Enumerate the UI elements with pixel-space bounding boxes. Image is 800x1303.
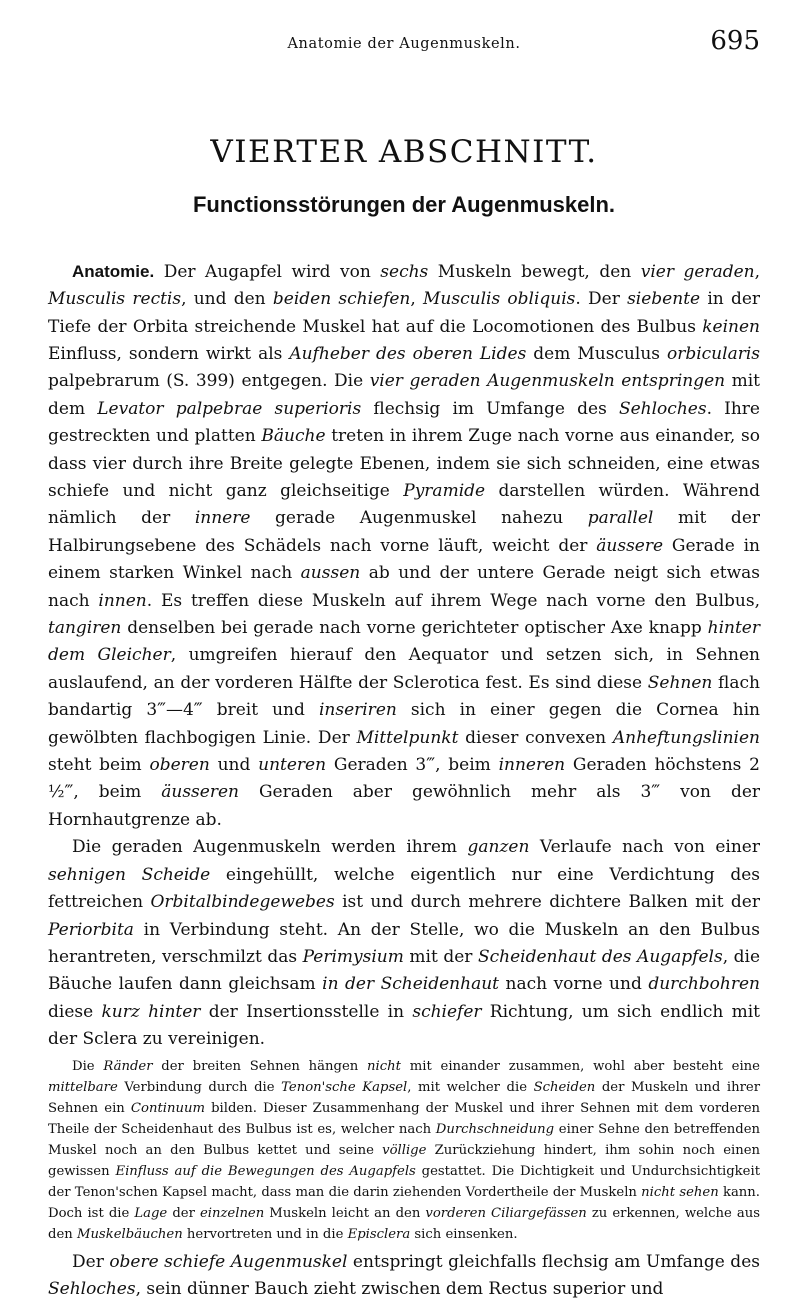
- book-page: [48, 24, 760, 1303]
- chapter-title: Functionsstörungen der Augenmuskeln.: [192, 191, 616, 217]
- paragraph-sheaths: Die geraden Augenmuskeln werden ihrem ganzen Verlaufe nach von einer sehnigen Scheide eingehüllt, welche eigentlich nur eine Verdichtung des fettreichen Orbitalbindegewebes ist und durch mehrere dichtere Balken mit der Periorbita in Verbindung steht. An der Stelle, wo die Muskeln an den Bulbus herantreten, verschmilzt das Perimysium mit der Scheidenhaut des Augapfels, die Bäuche laufen dann gleichsam in der Scheidenhaut nach vorne und durchbohren diese kurz hinter der Insertionsstelle in schiefer Richtung, um sich endlich mit der Sclera zu vereinigen.: [48, 837, 761, 1050]
- running-title: Anatomie der Augenmuskeln.: [287, 36, 521, 52]
- running-header: [48, 24, 760, 58]
- small-print-note: Die Ränder der breiten Sehnen hängen nicht mit einander zusammen, wohl aber besteht eine mittelbare Verbindung durch die Tenon'sche Kapsel, mit welcher die Scheiden der Muskeln und ihrer Sehnen ein Continuum bilden. Dieser Zusammenhang der Muskel und ihrer Sehnen mit dem vorderen Theile der Scheidenhaut des Bulbus ist es, welcher nach Durchschneidung einer Sehne den betreffenden Muskel noch an den Bulbus kettet und seine völlige Zurückziehung hindert, ihm sohin noch einen gewissen Einfluss auf die Bewegungen des Augapfels gestattet. Die Dichtigkeit und Undurchsichtigkeit der Tenon'schen Kapsel macht, dass man die darin ziehenden Vordertheile der Muskeln nicht sehen kann. Doch ist die Lage der einzelnen Muskeln leicht an den vorderen Ciliargefässen zu erkennen, welche aus den Muskelbäuchen hervortreten und in die Episclera sich einsenken.: [48, 1058, 761, 1242]
- paragraph-anatomy: Anatomie. Der Augapfel wird von sechs Muskeln bewegt, den vier geraden, Musculis rectis, und den beiden schiefen, Musculis obliquis. Der siebente in der Tiefe der Orbita streichende Muskel hat auf die Locomotionen des Bulbus keinen Einfluss, sondern wirkt als Aufheber des oberen Lides dem Musculus orbicularis palpebrarum (S. 399) entgegen. Die vier geraden Augenmuskeln entspringen mit dem Levator palpebrae superioris flechsig im Umfange des Sehloches. Ihre gestreckten und platten Bäuche treten in ihrem Zuge nach vorne aus einander, so dass vier durch ihre Breite gelegte Ebenen, indem sie sich schneiden, eine etwas schiefe und nicht ganz gleichseitige Pyramide darstellen würden. Während nämlich der innere gerade Augenmuskel nahezu parallel mit der Halbirungsebene des Schädels nach vorne läuft, weicht der äussere Gerade in einem starken Winkel nach aussen ab und der untere Gerade neigt sich etwas nach innen. Es treffen diese Muskeln auf ihrem Wege nach vorne den Bulbus, tangiren denselben bei gerade nach vorne gerichteter optischer Axe knapp hinter dem Gleicher, umgreifen hierauf den Aequator und setzen sich, in Sehnen auslaufend, an der vorderen Hälfte der Sclerotica fest. Es sind diese Sehnen flach bandartig 3‴—4‴ breit und inseriren sich in einer gegen die Cornea hin gewölbten flachbogigen Linie. Der Mittelpunkt dieser convexen Anheftungslinien steht beim oberen und unteren Geraden 3‴, beim inneren Geraden höchstens 2 ½‴, beim äusseren Geraden aber gewöhnlich mehr als 3‴ von der Hornhautgrenze ab.: [48, 261, 761, 830]
- page-number: 695: [710, 26, 760, 56]
- paragraph-lead: Anatomie.: [72, 261, 155, 281]
- section-title: VIERTER ABSCHNITT.: [210, 134, 598, 170]
- paragraph-oblique: Der obere schiefe Augenmuskel entspringt gleichfalls flechsig am Umfange des Sehloches, sein dünner Bauch zieht zwischen dem Rectus superior und: [48, 1251, 760, 1299]
